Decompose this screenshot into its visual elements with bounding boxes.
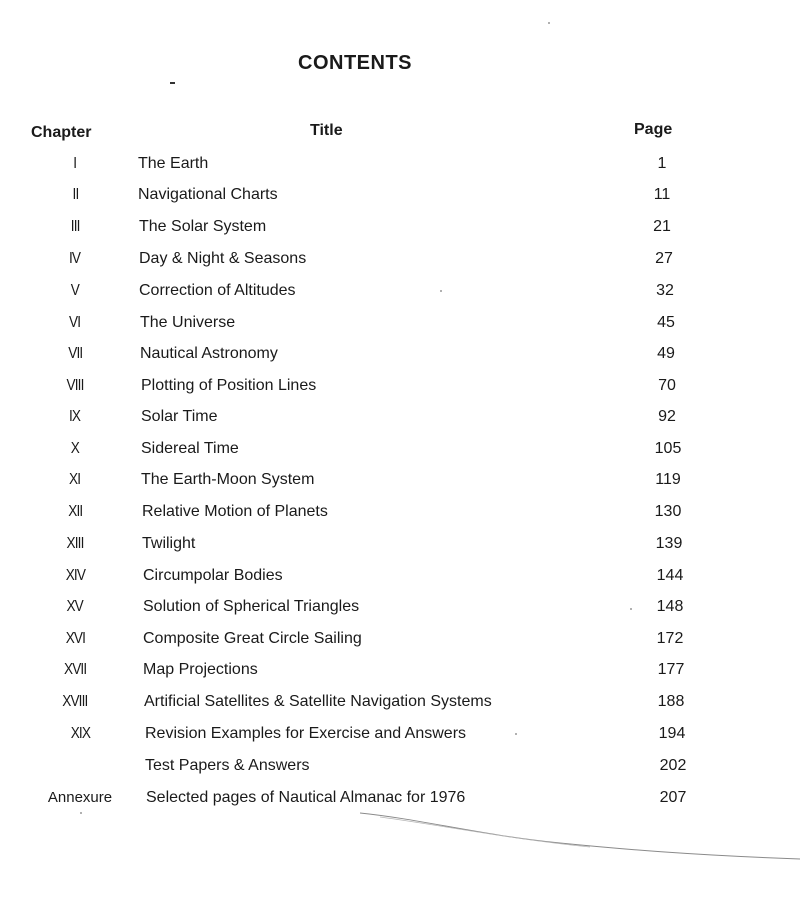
ink-mark bbox=[170, 82, 175, 84]
paper-speck bbox=[80, 812, 82, 814]
page-number: 32 bbox=[656, 282, 674, 299]
contents-entry bbox=[0, 314, 800, 338]
paper-speck bbox=[548, 22, 550, 24]
chapter-number-text: XIV bbox=[65, 567, 85, 584]
chapter-title: Correction of Altitudes bbox=[139, 282, 296, 299]
chapter-number bbox=[30, 440, 120, 458]
page-number: 21 bbox=[653, 218, 671, 235]
chapter-number-text: XV bbox=[66, 598, 84, 615]
page-number: 105 bbox=[654, 440, 682, 457]
chapter-number-text: XVI bbox=[65, 630, 85, 647]
chapter-title: Test Papers & Answers bbox=[145, 757, 310, 774]
paper-speck bbox=[630, 608, 632, 610]
contents-entry bbox=[0, 630, 800, 654]
chapter-number bbox=[30, 503, 120, 521]
chapter-number-text: IX bbox=[69, 408, 81, 425]
chapter-title: The Universe bbox=[140, 314, 236, 331]
chapter-title: Sidereal Time bbox=[141, 440, 239, 457]
page-number: 202 bbox=[659, 757, 687, 774]
page-number: 148 bbox=[656, 598, 684, 615]
chapter-number bbox=[30, 567, 120, 585]
chapter-number-text: VII bbox=[67, 345, 83, 362]
contents-entry bbox=[0, 440, 800, 464]
contents-entry bbox=[0, 250, 800, 274]
chapter-column-header: Chapter bbox=[31, 124, 92, 141]
chapter-title: Relative Motion of Planets bbox=[142, 503, 328, 520]
chapter-title: Composite Great Circle Sailing bbox=[143, 630, 362, 647]
page-number: 188 bbox=[657, 693, 685, 710]
chapter-number-text: X bbox=[70, 440, 80, 457]
chapter-number bbox=[30, 218, 120, 236]
contents-entry bbox=[0, 725, 800, 749]
chapter-title: Solution of Spherical Triangles bbox=[143, 598, 360, 615]
chapter-number bbox=[30, 314, 120, 332]
contents-entry bbox=[0, 567, 800, 591]
chapter-title: Circumpolar Bodies bbox=[143, 567, 283, 584]
page-number: 207 bbox=[659, 789, 687, 806]
contents-entry bbox=[0, 598, 800, 622]
chapter-number bbox=[30, 598, 120, 616]
chapter-title: Revision Examples for Exercise and Answers bbox=[145, 725, 467, 742]
chapter-number bbox=[30, 535, 120, 553]
chapter-title: Map Projections bbox=[143, 661, 258, 678]
chapter-number bbox=[35, 725, 125, 743]
chapter-number bbox=[30, 345, 120, 363]
chapter-number-text: XI bbox=[69, 471, 81, 488]
chapter-number-text: XVIII bbox=[62, 693, 88, 710]
contents-entry bbox=[0, 661, 800, 685]
chapter-number bbox=[30, 630, 120, 648]
contents-entry bbox=[0, 345, 800, 369]
contents-entry bbox=[0, 155, 800, 179]
page-number: 144 bbox=[656, 567, 684, 584]
chapter-number bbox=[30, 282, 120, 300]
chapter-number-text: XIX bbox=[70, 725, 90, 742]
chapter-title: The Solar System bbox=[139, 218, 267, 235]
chapter-number-text: IV bbox=[69, 250, 81, 267]
chapter-number-text: V bbox=[70, 282, 80, 299]
chapter-title: Plotting of Position Lines bbox=[141, 377, 317, 394]
page-title: CONTENTS bbox=[298, 52, 412, 74]
chapter-title: Twilight bbox=[142, 535, 196, 552]
chapter-title: Navigational Charts bbox=[138, 186, 278, 203]
chapter-number bbox=[35, 789, 125, 807]
page-number: 194 bbox=[658, 725, 686, 742]
contents-entry bbox=[0, 377, 800, 401]
page-number: 172 bbox=[656, 630, 684, 647]
chapter-number bbox=[30, 186, 120, 204]
chapter-title: The Earth-Moon System bbox=[141, 471, 315, 488]
contents-entry bbox=[0, 408, 800, 432]
page-number: 49 bbox=[657, 345, 675, 362]
page-number: 27 bbox=[655, 250, 673, 267]
chapter-number bbox=[30, 155, 120, 173]
chapter-number-text: VI bbox=[69, 314, 81, 331]
chapter-number-text: VIII bbox=[66, 377, 84, 394]
chapter-title: Day & Night & Seasons bbox=[139, 250, 307, 267]
chapter-number bbox=[30, 250, 120, 268]
paper-speck bbox=[440, 290, 442, 292]
chapter-number bbox=[30, 408, 120, 426]
chapter-number-text: II bbox=[72, 186, 78, 203]
chapter-number bbox=[30, 757, 120, 775]
chapter-number-text: XIII bbox=[66, 535, 84, 552]
contents-entry bbox=[0, 186, 800, 210]
chapter-number-text: III bbox=[70, 218, 80, 235]
contents-entry bbox=[0, 471, 800, 495]
page-number: 92 bbox=[658, 408, 676, 425]
contents-entry bbox=[0, 503, 800, 527]
chapter-number bbox=[30, 377, 120, 395]
page-number: 1 bbox=[657, 155, 667, 172]
title-column-header: Title bbox=[310, 122, 343, 139]
page-number: 70 bbox=[658, 377, 676, 394]
page-number: 11 bbox=[653, 186, 671, 203]
contents-entry bbox=[0, 218, 800, 242]
page-number: 139 bbox=[655, 535, 683, 552]
contents-entry bbox=[0, 757, 800, 781]
chapter-title: Artificial Satellites & Satellite Navigation Systems bbox=[144, 693, 492, 710]
chapter-number-text: XVII bbox=[63, 661, 87, 678]
chapter-number bbox=[30, 471, 120, 489]
paper-edge-line bbox=[360, 805, 800, 865]
chapter-number-text: I bbox=[73, 155, 77, 172]
chapter-number bbox=[30, 693, 120, 711]
chapter-number-text: Annexure bbox=[47, 789, 113, 806]
chapter-title: Selected pages of Nautical Almanac for 1976 bbox=[146, 789, 466, 806]
contents-entry bbox=[0, 535, 800, 559]
contents-entry bbox=[0, 693, 800, 717]
contents-entry bbox=[0, 282, 800, 306]
page-number: 130 bbox=[654, 503, 682, 520]
page-number: 119 bbox=[655, 471, 681, 488]
chapter-number bbox=[30, 661, 120, 679]
chapter-title: Nautical Astronomy bbox=[140, 345, 278, 362]
chapter-number-text: XII bbox=[67, 503, 83, 520]
chapter-title: Solar Time bbox=[141, 408, 218, 425]
chapter-title: The Earth bbox=[138, 155, 209, 172]
paper-speck bbox=[515, 733, 517, 735]
page-number: 177 bbox=[657, 661, 685, 678]
page-column-header: Page bbox=[634, 121, 673, 138]
page-number: 45 bbox=[657, 314, 675, 331]
